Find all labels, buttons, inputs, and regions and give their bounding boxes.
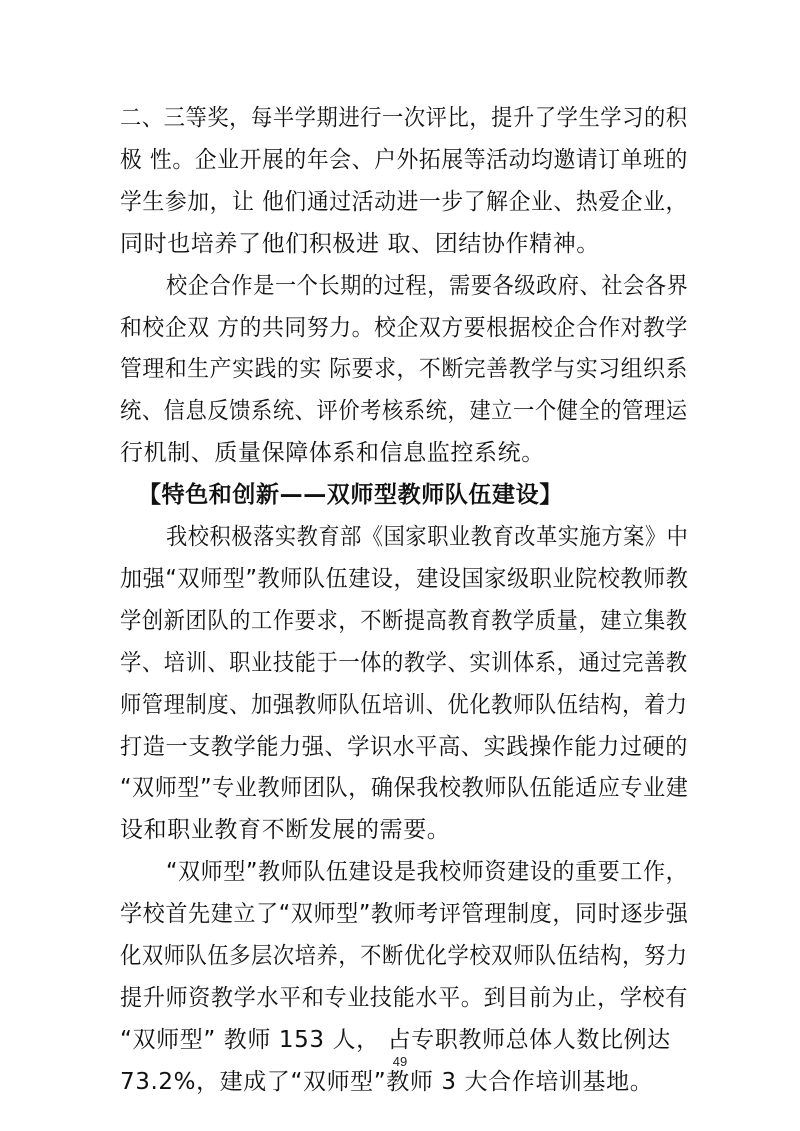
page-number: 49 (392, 1054, 408, 1069)
paragraph-line: 二、三等奖，每半学期进行一次评比，提升了学生学习的积 (120, 105, 688, 131)
paragraph-line: 打造一支教学能力强、学识水平高、实践操作能力过硬的 (120, 734, 688, 760)
paragraph-line: 行机制、质量保障体系和信息监控系统。 (120, 440, 545, 466)
paragraph-line: 管理和生产实践的实 际要求，不断完善教学与实习组织系 (120, 356, 688, 382)
section-heading: 【特色和创新——双师型教师队伍建设】 (138, 482, 563, 508)
paragraph-line: 我校积极落实教育部《国家职业教育改革实施方案》中 (166, 524, 689, 550)
paragraph-line: 设和职业教育不断发展的需要。 (120, 817, 451, 843)
paragraph-line: 学校首先建立了“双师型”教师考评管理制度，同时逐步强 (120, 901, 689, 927)
paragraph-line: 校企合作是一个长期的过程，需要各级政府、社会各界 (166, 273, 689, 299)
paragraph-line: 统、信息反馈系统、评价考核系统，建立一个健全的管理运 (120, 398, 688, 424)
paragraph-line: “双师型”教师队伍建设是我校师资建设的重要工作， (166, 859, 689, 885)
paragraph-line: 师管理制度、加强教师队伍培训、优化教师队伍结构，着力 (120, 692, 688, 718)
paragraph-line: “双师型”专业教师团队，确保我校教师队伍能适应专业建 (120, 775, 689, 801)
paragraph-line: 学生参加，让 他们通过活动进一步了解企业、热爱企业， (120, 189, 688, 215)
paragraph-line: 加强“双师型”教师队伍建设，建设国家级职业院校教师教 (120, 566, 689, 592)
paragraph-line: 学创新团队的工作要求，不断提高教育教学质量，建立集教 (120, 608, 688, 634)
paragraph-line: 极 性。企业开展的年会、户外拓展等活动均邀请订单班的 (120, 147, 688, 173)
paragraph-line: 提升师资教学水平和专业技能水平。到目前为止，学校有 (120, 985, 688, 1011)
paragraph-line: “双师型” 教师 153 人， 占专职教师总体人数比例达 (120, 1027, 671, 1053)
paragraph-line: 和校企双 方的共同努力。校企双方要根据校企合作对教学 (120, 315, 688, 341)
paragraph-line: 73.2%，建成了“双师型”教师 3 大合作培训基地。 (120, 1069, 654, 1095)
paragraph-line: 学、培训、职业技能于一体的教学、实训体系，通过完善教 (120, 650, 688, 676)
paragraph-line: 同时也培养了他们积极进 取、团结协作精神。 (120, 231, 600, 257)
paragraph-line: 化双师队伍多层次培养，不断优化学校双师队伍结构，努力 (120, 943, 688, 969)
